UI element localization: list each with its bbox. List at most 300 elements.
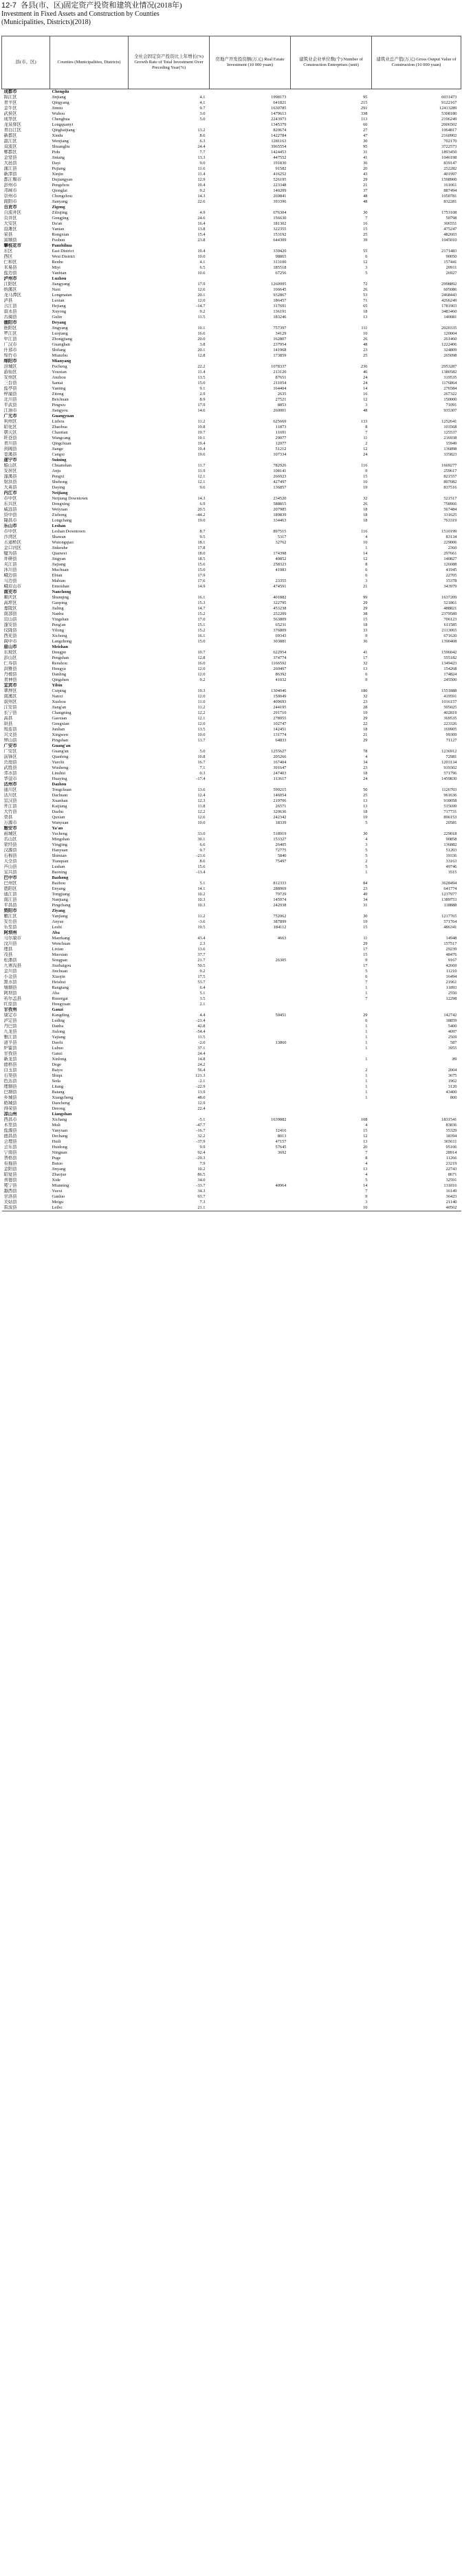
cell-growth — [129, 276, 210, 282]
cell-real-estate — [210, 546, 291, 551]
cell-county-cn: 昭化区 — [3, 425, 17, 429]
table-row — [2, 342, 461, 348]
cell-output: 41945 — [446, 568, 457, 572]
cell-county-cn: 会理县 — [3, 1139, 17, 1144]
cell-enterprises: 4 — [365, 754, 368, 759]
cell-real-estate: 599215 — [273, 787, 287, 792]
city-group-row — [2, 645, 461, 650]
cell-growth: 8.6 — [199, 133, 206, 138]
table-title-en-1: Investment in Fixed Assets and Construction by Counties — [1, 10, 160, 18]
cell-growth: 11.5 — [197, 1035, 206, 1040]
cell-growth: 14.1 — [197, 886, 206, 891]
cell-real-estate: 156630 — [273, 216, 287, 221]
cell-real-estate: 1424453 — [271, 150, 287, 155]
cell-enterprises: 31 — [363, 150, 368, 155]
table-row — [2, 1189, 461, 1194]
cell-real-estate: 186457 — [273, 298, 287, 303]
cell-growth: -44.2 — [196, 513, 206, 517]
cell-output: 22705 — [446, 573, 457, 578]
cell-real-estate: 181302 — [273, 221, 287, 226]
cell-real-estate — [210, 1095, 291, 1101]
cell-county-en: Wuhou — [52, 111, 65, 116]
cell-county-cn: 朝天区 — [3, 430, 17, 435]
cell-county-en: Wusheng — [52, 765, 69, 770]
cell-real-estate: 223348 — [273, 183, 287, 188]
cell-county-en: Jiangyang — [52, 282, 70, 287]
cell-output: 23219 — [446, 1161, 457, 1166]
cell-enterprises: 48 — [363, 408, 368, 413]
table-row — [2, 238, 461, 243]
cell-real-estate: 1630785 — [271, 106, 287, 111]
cell-real-estate: 1998173 — [271, 95, 287, 100]
cell-growth: 20.5 — [197, 507, 206, 512]
cell-real-estate: 4663 — [277, 936, 287, 941]
cell-output: 567484 — [443, 507, 457, 512]
cell-output: 1064817 — [441, 128, 457, 133]
cell-county-cn: 茂县 — [3, 952, 13, 957]
cell-real-estate — [210, 1035, 291, 1040]
cell-real-estate: 5840 — [277, 853, 287, 858]
cell-enterprises — [291, 243, 372, 249]
cell-county-cn: 简阳市 — [3, 199, 17, 204]
cell-county-en: Huaying — [52, 776, 67, 781]
table-row — [2, 1117, 461, 1123]
cell-real-estate — [210, 524, 291, 529]
table-row — [2, 287, 461, 293]
table-row — [2, 996, 461, 1002]
col-header-region-en: Counties (Municipalities, Districts) — [50, 36, 129, 89]
cell-enterprises: 13 — [363, 315, 368, 320]
cell-output: 611585 — [443, 623, 457, 627]
cell-output: 758966 — [443, 502, 457, 506]
cell-real-estate: 518919 — [273, 831, 287, 836]
cell-enterprises: 6 — [365, 974, 368, 979]
cell-growth — [129, 908, 210, 914]
cell-real-estate: 27521 — [275, 397, 287, 402]
cell-real-estate — [210, 1200, 291, 1205]
cell-county-en: Dege — [52, 1062, 61, 1067]
cell-county-cn: 仪陇县 — [3, 628, 17, 633]
cell-output: 11893 — [446, 985, 457, 990]
cell-enterprises: 27 — [363, 128, 368, 133]
cell-real-estate: 644309 — [273, 238, 287, 243]
cell-real-estate: 167404 — [273, 760, 287, 765]
cell-growth: 23.8 — [197, 238, 206, 243]
cell-output: 1637209 — [441, 595, 457, 600]
cell-growth: 3.5 — [199, 996, 206, 1001]
cell-enterprises: 95 — [363, 144, 368, 149]
cell-real-estate: 234520 — [273, 496, 287, 501]
cell-county-cn: 沐川县 — [3, 568, 17, 572]
cell-county-cn: 都江堰市 — [3, 177, 22, 182]
cell-county-en: Hongyuan — [52, 1002, 71, 1007]
cell-output: 252282 — [443, 166, 457, 171]
city-group-row — [2, 458, 461, 463]
cell-growth — [129, 826, 210, 831]
cell-output: 5400 — [448, 1024, 457, 1029]
cell-output: 120004 — [443, 331, 457, 336]
cell-growth — [129, 243, 210, 249]
cell-county-en: Jiangyou — [52, 408, 68, 413]
cell-real-estate: 387899 — [273, 919, 287, 924]
cell-output: 482603 — [443, 232, 457, 237]
table-row — [2, 1090, 461, 1095]
cell-county-en: Jintang — [52, 155, 65, 160]
cell-county-en: Gaoping — [52, 601, 67, 605]
cell-county-cn: 东区 — [3, 249, 13, 254]
cell-real-estate: 291710 — [273, 710, 287, 715]
cell-growth: 16.6 — [197, 331, 206, 336]
cell-output: 18859 — [446, 1018, 457, 1023]
cell-growth: 8.7 — [199, 529, 206, 534]
table-row — [2, 518, 461, 524]
table-row — [2, 738, 461, 743]
cell-county-cn: 德格县 — [3, 1062, 17, 1067]
cell-enterprises: 15 — [363, 617, 368, 622]
cell-real-estate: 334463 — [273, 518, 287, 523]
cell-output: 131816 — [443, 1183, 457, 1188]
cell-county-cn: 九寨沟县 — [3, 963, 22, 968]
cell-real-estate: 269841 — [273, 194, 287, 199]
cell-growth: 13.7 — [197, 738, 206, 743]
cell-growth: 9.7 — [199, 106, 206, 111]
cell-county-en: Yibin — [52, 683, 63, 688]
cell-enterprises: 1 — [365, 1079, 368, 1084]
cell-output: 918058 — [443, 798, 457, 803]
cell-real-estate: 142451 — [273, 727, 287, 732]
cell-county-en: Pingchang — [52, 903, 71, 908]
cell-county-en: Ebian — [52, 573, 63, 578]
cell-enterprises: 32 — [363, 661, 368, 666]
cell-county-cn: 大英县 — [3, 485, 17, 490]
cell-growth: -16.7 — [196, 1128, 206, 1133]
cell-growth: 9.9 — [199, 1145, 206, 1150]
cell-real-estate: 26571 — [275, 804, 287, 809]
table-number: 12-7 — [1, 1, 17, 10]
cell-county-cn: 乐山市 — [3, 524, 17, 528]
cell-growth: 19.8 — [197, 425, 206, 429]
cell-county-en: Rongxian — [52, 232, 69, 237]
cell-county-en: Suining — [52, 458, 67, 462]
table-row — [2, 502, 461, 507]
cell-real-estate: 72775 — [275, 848, 287, 853]
cell-enterprises: 48 — [363, 194, 368, 199]
cell-real-estate — [210, 1123, 291, 1128]
cell-real-estate: 205266 — [273, 754, 287, 759]
cell-output: 150000 — [443, 397, 457, 402]
cell-county-en: Weiyuan — [52, 507, 68, 512]
cell-real-estate: 563809 — [273, 617, 287, 622]
cell-growth: 14.6 — [197, 408, 206, 413]
cell-real-estate — [210, 1062, 291, 1068]
cell-county-cn: 稻城县 — [3, 1101, 17, 1106]
cell-real-estate: 26305 — [275, 958, 287, 963]
cell-real-estate: 757397 — [273, 326, 287, 331]
cell-growth: 12.0 — [197, 694, 206, 699]
cell-county-cn: 雨城区 — [3, 831, 17, 836]
col-header-growth: 全社会固定资产投资比上年增长(%) Growth Rate of Total Investment Over Preceding Year(%) — [129, 36, 210, 89]
cell-real-estate: 41983 — [275, 568, 287, 572]
cell-county-en: Meigu — [52, 1200, 64, 1205]
table-row — [2, 1095, 461, 1101]
cell-county-cn: 大邑县 — [3, 161, 17, 166]
city-group-row — [2, 320, 461, 326]
cell-enterprises: 28 — [363, 705, 368, 710]
cell-real-estate: 29077 — [275, 436, 287, 440]
cell-real-estate: 13860 — [275, 1040, 287, 1045]
cell-county-en: Aba — [52, 991, 60, 996]
cell-enterprises: 291 — [360, 106, 368, 111]
cell-county-cn: 邛崃市 — [3, 188, 17, 193]
cell-enterprises — [291, 743, 372, 749]
cell-output: 276584 — [443, 386, 457, 391]
cell-growth: 12.9 — [197, 177, 206, 182]
cell-county-en: Chuanshan — [52, 463, 72, 468]
table-row — [2, 199, 461, 205]
cell-enterprises: 4 — [365, 837, 368, 842]
cell-county-cn: 武胜县 — [3, 765, 17, 770]
cell-county-cn: 龙马潭区 — [3, 293, 22, 298]
city-group-row — [2, 276, 461, 282]
cell-output: 555182 — [443, 656, 457, 660]
cell-real-estate — [210, 826, 291, 831]
cell-county-cn: 安居区 — [3, 469, 17, 473]
cell-growth: 20.0 — [197, 337, 206, 341]
table-row — [2, 474, 461, 480]
cell-enterprises: 10 — [363, 540, 368, 545]
cell-enterprises: 7 — [365, 996, 368, 1001]
cell-county-cn: 小金县 — [3, 974, 17, 979]
cell-enterprises: 116 — [361, 463, 368, 468]
table-row — [2, 161, 461, 166]
cell-real-estate — [210, 1156, 291, 1161]
table-row — [2, 1079, 461, 1084]
cell-county-cn: 内江市 — [3, 491, 17, 495]
cell-real-estate: 12077 — [275, 441, 287, 446]
cell-county-cn: 安岳县 — [3, 919, 17, 924]
cell-real-estate: 41032 — [275, 677, 287, 682]
city-group-row — [2, 1007, 461, 1013]
cell-real-estate: 150049 — [273, 694, 287, 699]
cell-enterprises: 5 — [365, 969, 368, 974]
table-row — [2, 980, 461, 985]
cell-county-cn: 仁和区 — [3, 260, 17, 265]
cell-output: 1349423 — [441, 661, 457, 666]
table-row — [2, 1145, 461, 1150]
cell-output: 22743 — [446, 1167, 457, 1172]
cell-county-cn: 宜宾市 — [3, 683, 17, 688]
cell-county-cn: 宁南县 — [3, 1150, 17, 1155]
cell-output: 1203134 — [441, 760, 457, 765]
cell-real-estate — [210, 243, 291, 249]
cell-county-cn: 绵竹市 — [3, 353, 17, 358]
cell-county-cn: 新津县 — [3, 172, 17, 177]
cell-real-estate: 113617 — [273, 776, 287, 781]
cell-county-en: Ganzi — [52, 1007, 63, 1012]
cell-county-en: Jinkouhe — [52, 546, 68, 550]
table-row — [2, 727, 461, 732]
cell-growth: 22.6 — [197, 199, 206, 204]
cell-output: 2550 — [448, 991, 457, 996]
cell-enterprises: 18 — [363, 309, 368, 314]
cell-output: 12413289 — [439, 106, 457, 111]
table-row — [2, 595, 461, 601]
cell-county-cn: 马边县 — [3, 579, 17, 583]
cell-county-en: Yajiang — [52, 1035, 66, 1040]
cell-output — [372, 89, 461, 96]
cell-county-cn: 五通桥区 — [3, 540, 22, 545]
cell-enterprises: 4 — [365, 1172, 368, 1177]
cell-real-estate — [210, 1007, 291, 1013]
cell-enterprises: 13 — [363, 1167, 368, 1172]
table-row — [2, 430, 461, 436]
cell-output — [372, 908, 461, 914]
table-row — [2, 265, 461, 271]
table-row — [2, 408, 461, 414]
cell-real-estate — [210, 963, 291, 969]
city-group-row — [2, 491, 461, 496]
cell-county-cn: 郫都区 — [3, 150, 17, 155]
cell-output: 521861 — [443, 601, 457, 605]
cell-growth: 18.0 — [197, 551, 206, 556]
cell-output — [372, 276, 461, 282]
cell-enterprises: 15 — [363, 474, 368, 479]
cell-real-estate: 67256 — [275, 271, 287, 276]
table-row — [2, 991, 461, 996]
cell-enterprises: 11 — [363, 936, 368, 941]
cell-output — [372, 1112, 461, 1117]
cell-output — [372, 458, 461, 463]
table-row — [2, 969, 461, 974]
table-row — [2, 606, 461, 612]
table-row — [2, 667, 461, 672]
cell-real-estate: 374774 — [273, 656, 287, 660]
cell-county-cn: 夹江县 — [3, 562, 17, 567]
cell-growth — [129, 782, 210, 787]
cell-enterprises — [291, 320, 372, 326]
cell-county-en: Guang'an — [52, 743, 71, 748]
cell-output — [372, 590, 461, 595]
table-row — [2, 914, 461, 919]
cell-county-en: Miyi — [52, 265, 60, 270]
cell-county-cn: 贡井区 — [3, 216, 17, 221]
table-row — [2, 848, 461, 853]
cell-county-cn: 涪城区 — [3, 364, 17, 369]
table-row — [2, 331, 461, 337]
cell-county-cn: 龙泉驿区 — [3, 122, 22, 127]
cell-county-cn: 嘉陵区 — [3, 606, 17, 611]
table-row — [2, 370, 461, 375]
cell-growth: 15.0 — [197, 639, 206, 644]
cell-real-estate: 401882 — [273, 595, 287, 600]
cell-real-estate: 34129 — [275, 331, 287, 336]
cell-county-en: Wangcang — [52, 436, 71, 440]
table-row — [2, 732, 461, 738]
cell-growth: 8.9 — [199, 397, 206, 402]
cell-county-cn: 布拖县 — [3, 1161, 17, 1166]
table-header-block — [1, 1, 461, 27]
cell-real-estate — [210, 908, 291, 914]
cell-growth: 37.7 — [197, 952, 206, 957]
cell-growth: 10.2 — [197, 1167, 206, 1172]
cell-output: 33163 — [446, 859, 457, 864]
cell-real-estate: 453238 — [273, 606, 287, 611]
table-row — [2, 304, 461, 309]
cell-growth: 9.2 — [199, 188, 206, 193]
cell-enterprises: 43 — [363, 172, 368, 177]
cell-county-cn: 甘孜州 — [3, 1007, 17, 1012]
cell-growth: -2.1 — [198, 1079, 206, 1084]
table-row — [2, 601, 461, 606]
cell-real-estate: 1304046 — [271, 688, 287, 693]
cell-county-en: Pujiang — [52, 166, 66, 171]
cell-county-cn: 黑水县 — [3, 980, 17, 985]
cell-enterprises — [291, 205, 372, 210]
cell-output: 261460 — [443, 337, 457, 341]
cell-growth: 15.0 — [197, 568, 206, 572]
cell-output: 103568 — [443, 425, 457, 429]
cell-growth: 4.9 — [199, 210, 206, 215]
cell-county-en: Pingshan — [52, 738, 68, 743]
cell-county-cn: 石棉县 — [3, 853, 17, 858]
table-row — [2, 133, 461, 139]
cell-growth: 9.1 — [199, 386, 206, 391]
cell-output: 1389753 — [441, 897, 457, 902]
cell-growth: 24.4 — [197, 1051, 206, 1056]
cell-county-cn: 阆中市 — [3, 639, 17, 644]
cell-county-cn: 利州区 — [3, 419, 17, 424]
cell-county-cn: 中江县 — [3, 337, 17, 341]
cell-enterprises: 18 — [363, 771, 368, 776]
cell-county-cn: 威远县 — [3, 507, 17, 512]
cell-enterprises: 1 — [365, 985, 368, 990]
cell-county-cn: 长宁县 — [3, 710, 17, 715]
cell-enterprises — [291, 782, 372, 787]
cell-county-en: Meishan — [52, 645, 68, 649]
table-row — [2, 210, 461, 216]
cell-enterprises: 338 — [360, 111, 368, 116]
cell-county-en: Daofu — [52, 1040, 63, 1045]
cell-county-en: Liangshan — [52, 1112, 72, 1117]
cell-enterprises: 1 — [365, 1095, 368, 1100]
table-row — [2, 95, 461, 100]
cell-real-estate: 588815 — [273, 502, 287, 506]
table-row — [2, 1101, 461, 1106]
cell-growth: 12.1 — [197, 474, 206, 479]
cell-output: 169905 — [443, 727, 457, 732]
cell-enterprises: 17 — [363, 963, 368, 968]
cell-real-estate: 474591 — [273, 584, 287, 589]
cell-growth: 13.9 — [197, 1090, 206, 1095]
cell-output: 961636 — [443, 793, 457, 798]
cell-output: 1551888 — [441, 688, 457, 693]
cell-output: 28914 — [446, 1150, 457, 1155]
cell-output: 832281 — [443, 199, 457, 204]
cell-county-en: Lushan — [52, 864, 65, 869]
cell-real-estate — [210, 1112, 291, 1117]
cell-real-estate: 897515 — [273, 529, 287, 534]
cell-county-en: Maoxian — [52, 952, 68, 957]
cell-output: 14948 — [446, 936, 457, 941]
cell-enterprises: 113 — [361, 117, 368, 122]
table-row — [2, 579, 461, 584]
table-row — [2, 925, 461, 930]
cell-county-en: Songpan — [52, 958, 67, 963]
table-row — [2, 1002, 461, 1007]
cell-growth: 12.2 — [197, 710, 206, 715]
table-row — [2, 364, 461, 370]
cell-growth — [129, 590, 210, 595]
